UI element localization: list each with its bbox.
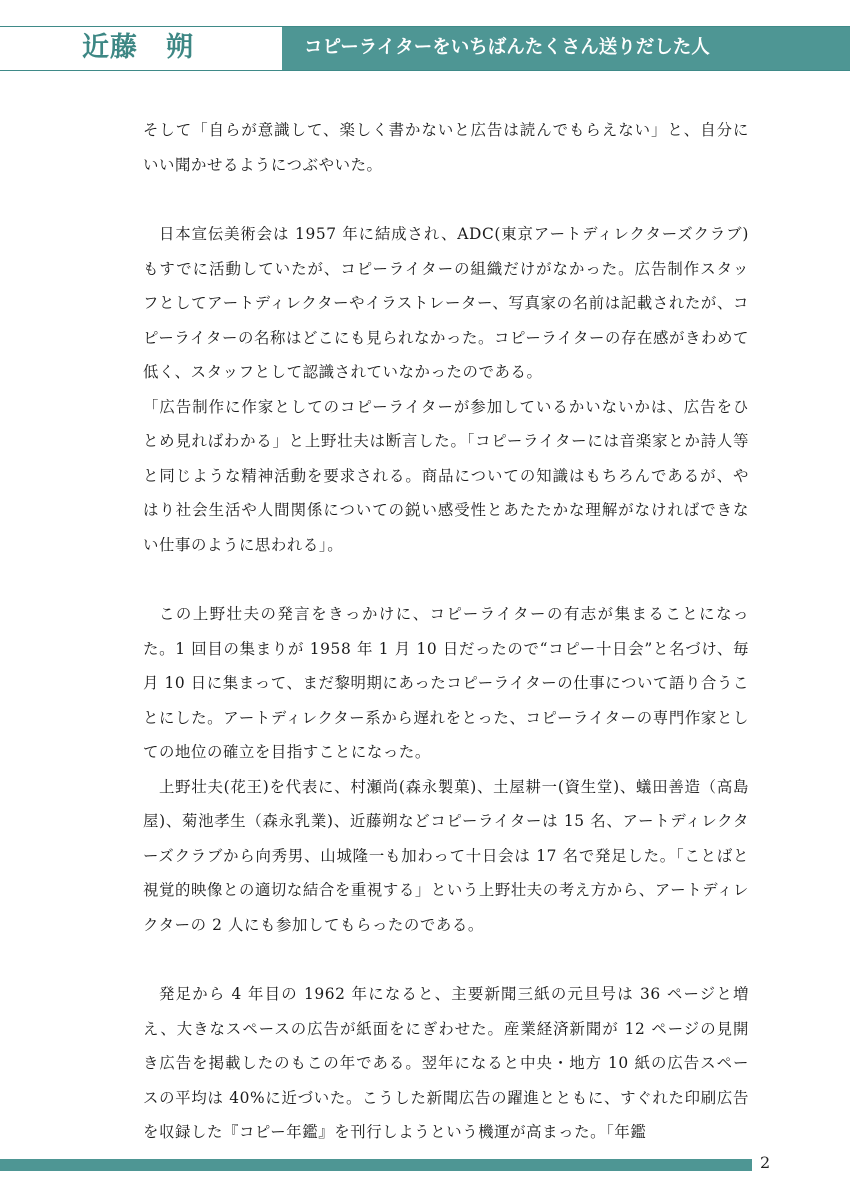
paragraph-1: そして「自らが意識して、楽しく書かないと広告は読んでもらえない」と、自分にいい聞かせるようにつぶやいた。 [143,121,749,174]
paragraph-4: この上野壮夫の発言をきっかけに、コピーライターの有志が集まることになった。1 回目の集まりが 1958 年 1 月 10 日だったので“コピー十日会”と名づけ、毎月 10 日に集まって、まだ黎明期にあったコピーライターの仕事について語り合うことにした。アートディレクター系から遅れをとった、コピーライターの専門作家としての地位の確立を目指すことになった。 [143,605,749,761]
paragraph-3: 「広告制作に作家としてのコピーライターが参加しているかいないかは、広告をひとめ見ればわかる」と上野壮夫は断言した。「コピーライターには音楽家とか詩人等と同じような精神活動を要求される。商品についての知識はもちろんであるが、やはり社会生活や人間関係についての鋭い感受性とあたたかな理解がなければできない仕事のように思われる」。 [143,397,749,554]
footer-bar [0,1159,752,1171]
paragraph-2: 日本宣伝美術会は 1957 年に結成され、ADC(東京アートディレクターズクラブ)もすでに活動していたが、コピーライターの組織だけがなかった。広告制作スタッフとしてアートディレクターやイラストレーター、写真家の名前は記載されたが、コピーライターの名称はどこにも見られなかった。コピーライターの存在感がきわめて低く、スタッフとして認識されていなかったのである。 [143,225,749,381]
paragraph-6: 発足から 4 年目の 1962 年になると、主要新聞三紙の元旦号は 36 ページと増え、大きなスペースの広告が紙面をにぎわせた。産業経済新聞が 12 ページの見開き広告を掲載したのもこの年である。翌年になると中央・地方 10 紙の広告スペースの平均は 40%に近づいた。こうした新聞広告の躍進とともに、すぐれた印刷広告を収録した『コピー年鑑』を刊行しようという機運が高まった。「年鑑 [143,985,749,1141]
page-number: 2 [760,1153,771,1172]
paragraph-gap [143,182,749,217]
paragraph-5: 上野壮夫(花王)を代表に、村瀬尚(森永製菓)、土屋耕一(資生堂)、蟻田善造（高島屋)、菊池孝生（森永乳業)、近藤朔などコピーライターは 15 名、アートディレクターズクラブから向秀男、山城隆一も加わって十日会は 17 名で発足した。「ことばと視覚的映像との適切な結合を重視する」という上野壮夫の考え方から、アートディレクターの 2 人にも参加してもらったのである。 [143,777,749,934]
article-body [143,113,749,1150]
author-panel [0,27,282,70]
paragraph-gap [143,562,749,597]
page-header [0,26,850,71]
paragraph-gap [143,942,749,977]
article-title: コピーライターをいちばんたくさん送りだした人 [304,37,710,58]
author-name: 近藤 朔 [82,32,194,63]
title-panel [282,27,850,70]
